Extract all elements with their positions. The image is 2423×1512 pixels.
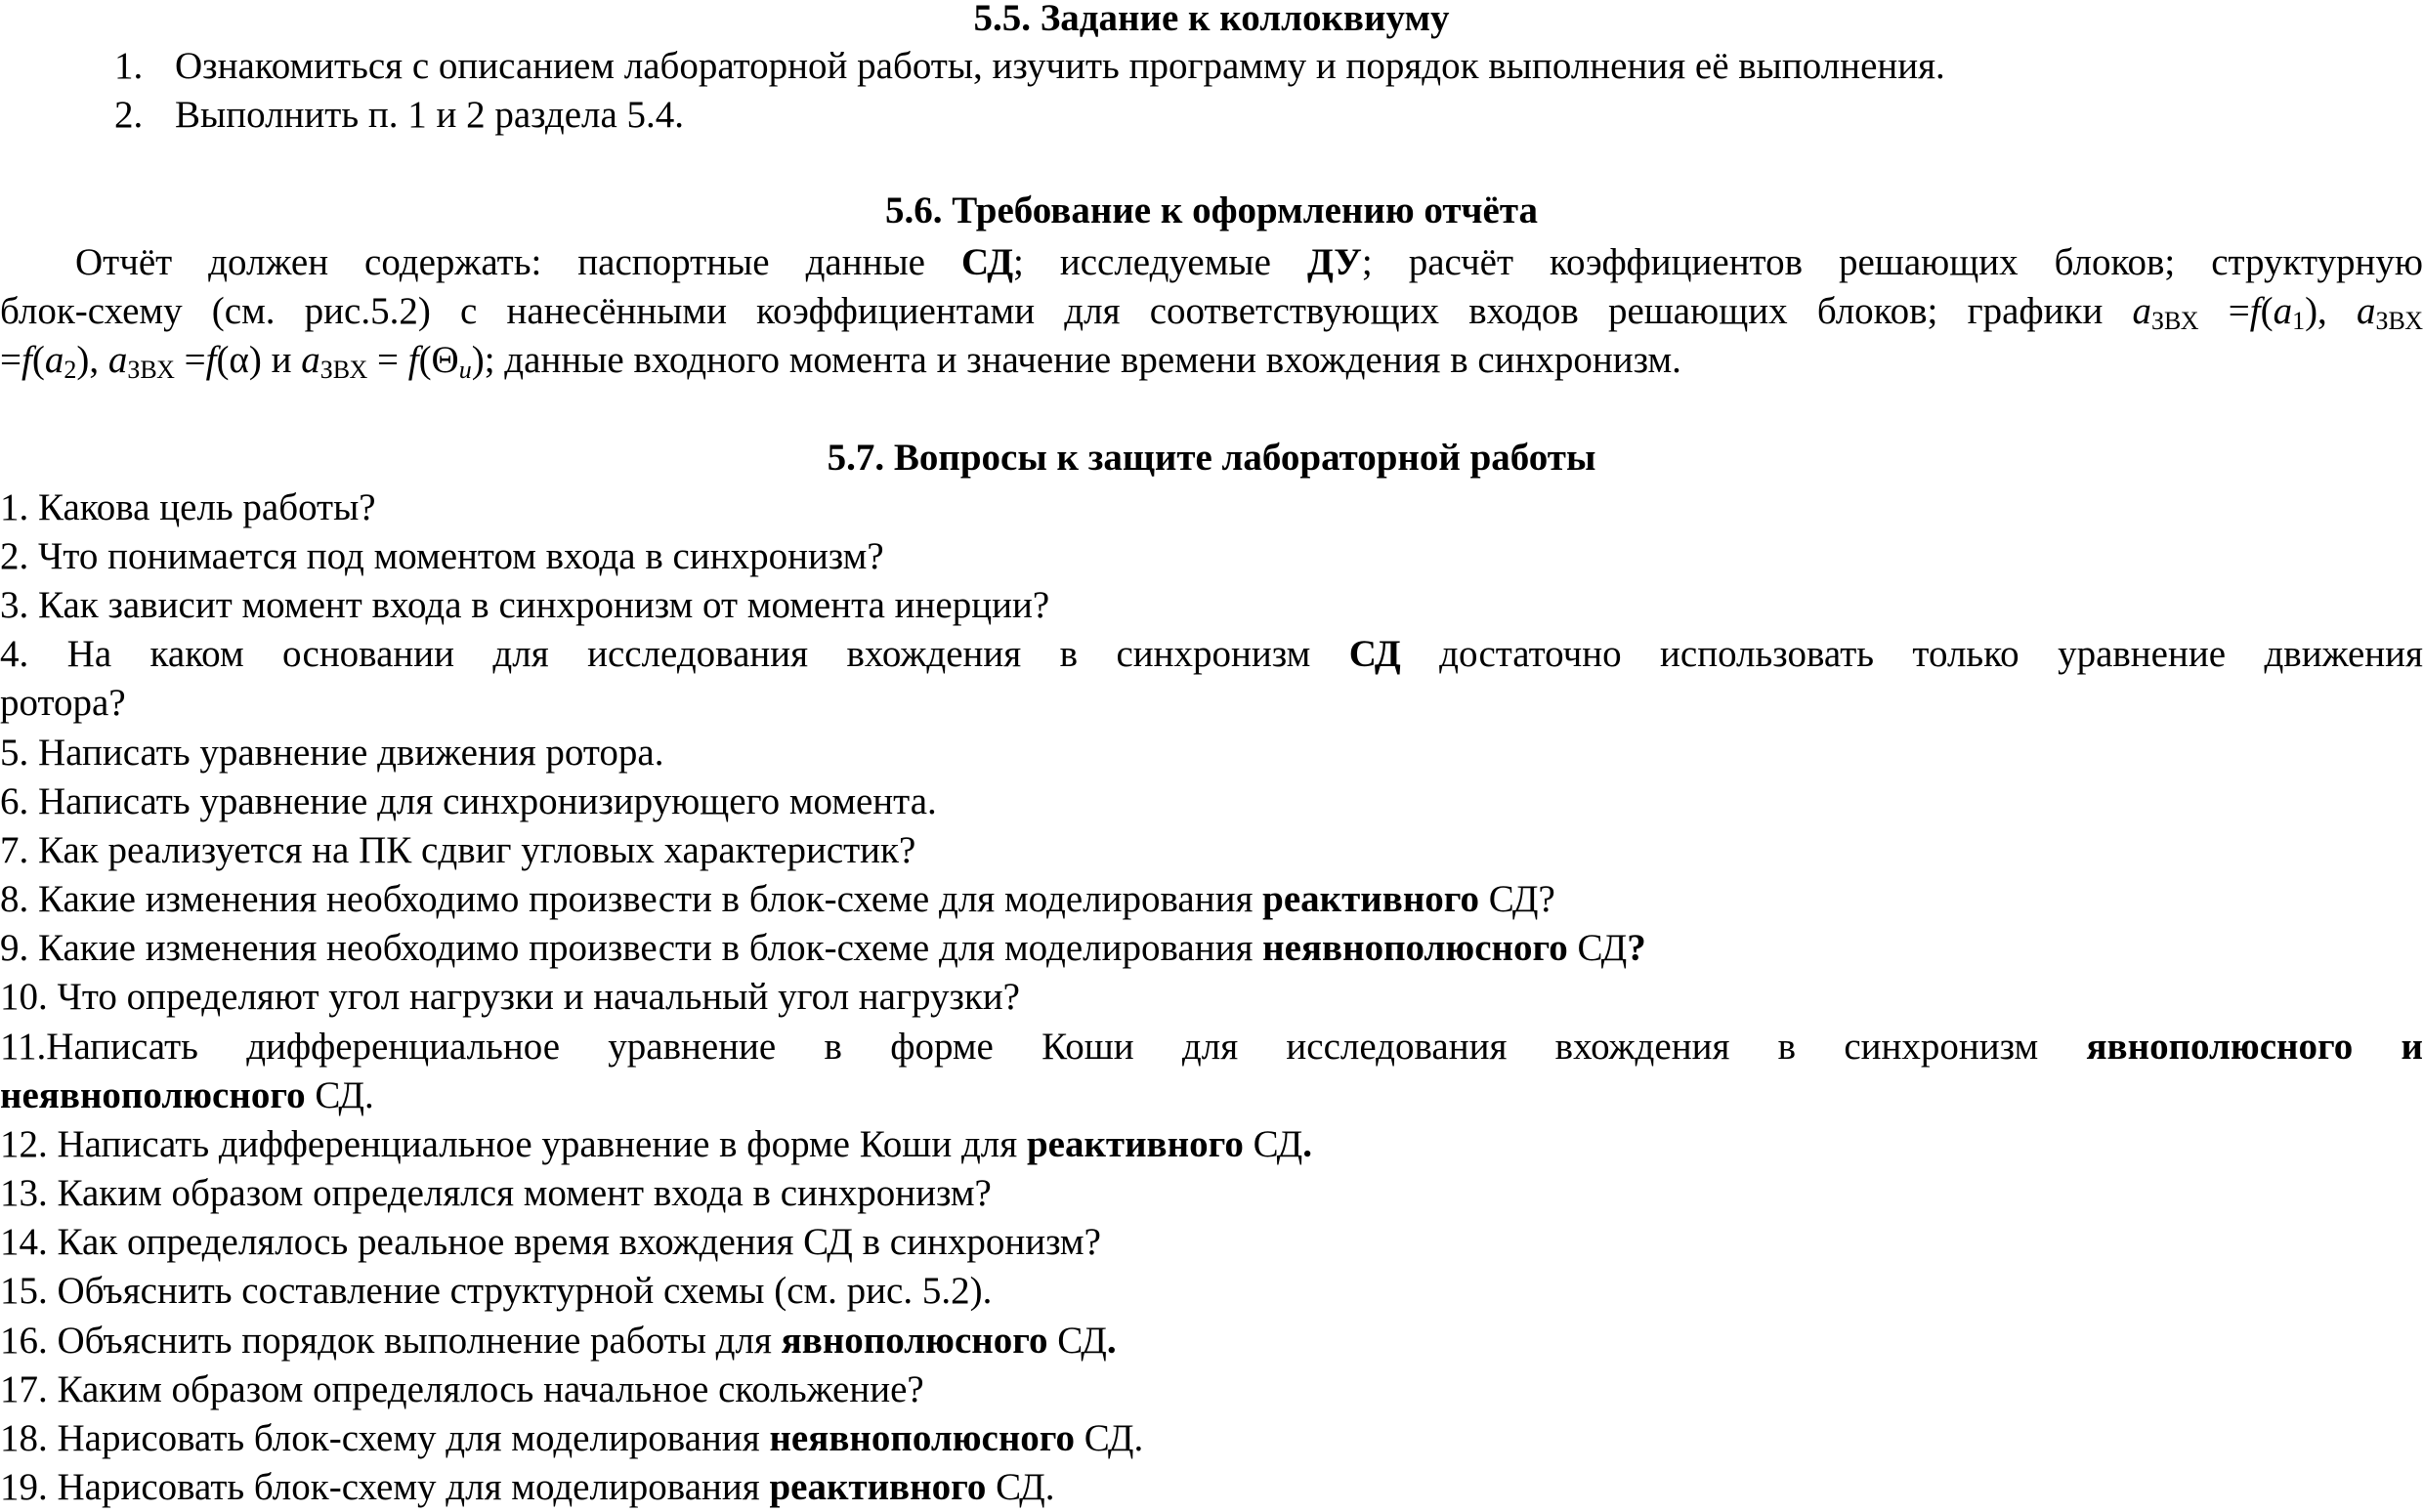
report-paragraph-line-1: Отчёт должен содержать: паспортные данные СД; исследуемые ДУ; расчёт коэффициентов решающих блоков; структурную <box>75 241 2423 283</box>
question-9: 9. Какие изменения необходимо произвести в блок-схеме для моделирования неявнополюсного СД? <box>0 927 1646 969</box>
heading-5-7: 5.7. Вопросы к защите лабораторной работы <box>827 437 1596 479</box>
question-11-line-2: неявнополюсного СД. <box>0 1074 374 1116</box>
question-14: 14. Как определялось реальное время вхождения СД в синхронизм? <box>0 1221 1101 1263</box>
question-18: 18. Нарисовать блок-схему для моделирования неявнополюсного СД. <box>0 1417 1144 1459</box>
heading-5-6: 5.6. Требование к оформлению отчёта <box>885 189 1538 231</box>
report-paragraph-line-2: блок-схему (см. рис.5.2) с нанесёнными коэффициентами для соответствующих входов решающих блоков; графики $a_{ЗВХ} =f(a_1)$, $a_{ЗВХ}$ <box>0 290 2423 335</box>
list-number: 1. <box>114 45 144 87</box>
list-text: Ознакомиться с описанием лабораторной работы, изучить программу и порядок выполнения её выполнения. <box>175 45 1945 87</box>
question-3: 3. Как зависит момент входа в синхронизм от момента инерции? <box>0 584 1050 626</box>
question-5: 5. Написать уравнение движения ротора. <box>0 732 664 774</box>
question-17: 17. Каким образом определялось начальное скольжение? <box>0 1368 924 1410</box>
heading-5-5: 5.5. Задание к коллоквиуму <box>973 0 1450 39</box>
question-2: 2. Что понимается под моментом входа в синхронизм? <box>0 535 884 577</box>
list-text: Выполнить п. 1 и 2 раздела 5.4. <box>175 94 685 136</box>
report-paragraph-line-3: $=f(a_2)$, $a_{ЗВХ} =f(\alpha)$ и $a_{ЗВХ} = f(\Theta_u)$; данные входного момента и значение времени вхождения в синхронизм. <box>0 339 1681 384</box>
question-13: 13. Каким образом определялся момент входа в синхронизм? <box>0 1172 992 1214</box>
question-1: 1. Какова цель работы? <box>0 486 376 528</box>
question-6: 6. Написать уравнение для синхронизирующего момента. <box>0 780 937 822</box>
question-7: 7. Как реализуется на ПК сдвиг угловых характеристик? <box>0 829 916 871</box>
question-15: 15. Объяснить составление структурной схемы (см. рис. 5.2). <box>0 1270 993 1312</box>
list-item <box>114 42 2361 91</box>
question-11-line-1: 11.Написать дифференциальное уравнение в форме Коши для исследования вхождения в синхронизм явнополюсного и <box>0 1026 2423 1068</box>
question-8: 8. Какие изменения необходимо произвести в блок-схеме для моделирования реактивного СД? <box>0 878 1555 920</box>
question-12: 12. Написать дифференциальное уравнение в форме Коши для реактивного СД. <box>0 1123 1313 1165</box>
list-item <box>114 91 2361 140</box>
question-4-line-1: 4. На каком основании для исследования вхождения в синхронизм СД достаточно использовать только уравнение движения <box>0 633 2423 675</box>
question-19: 19. Нарисовать блок-схему для моделирования реактивного СД. <box>0 1466 1055 1508</box>
question-10: 10. Что определяют угол нагрузки и начальный угол нагрузки? <box>0 976 1020 1018</box>
question-16: 16. Объяснить порядок выполнение работы для явнополюсного СД. <box>0 1320 1117 1362</box>
question-4-line-2: ротора? <box>0 682 126 724</box>
list-number: 2. <box>114 94 144 136</box>
